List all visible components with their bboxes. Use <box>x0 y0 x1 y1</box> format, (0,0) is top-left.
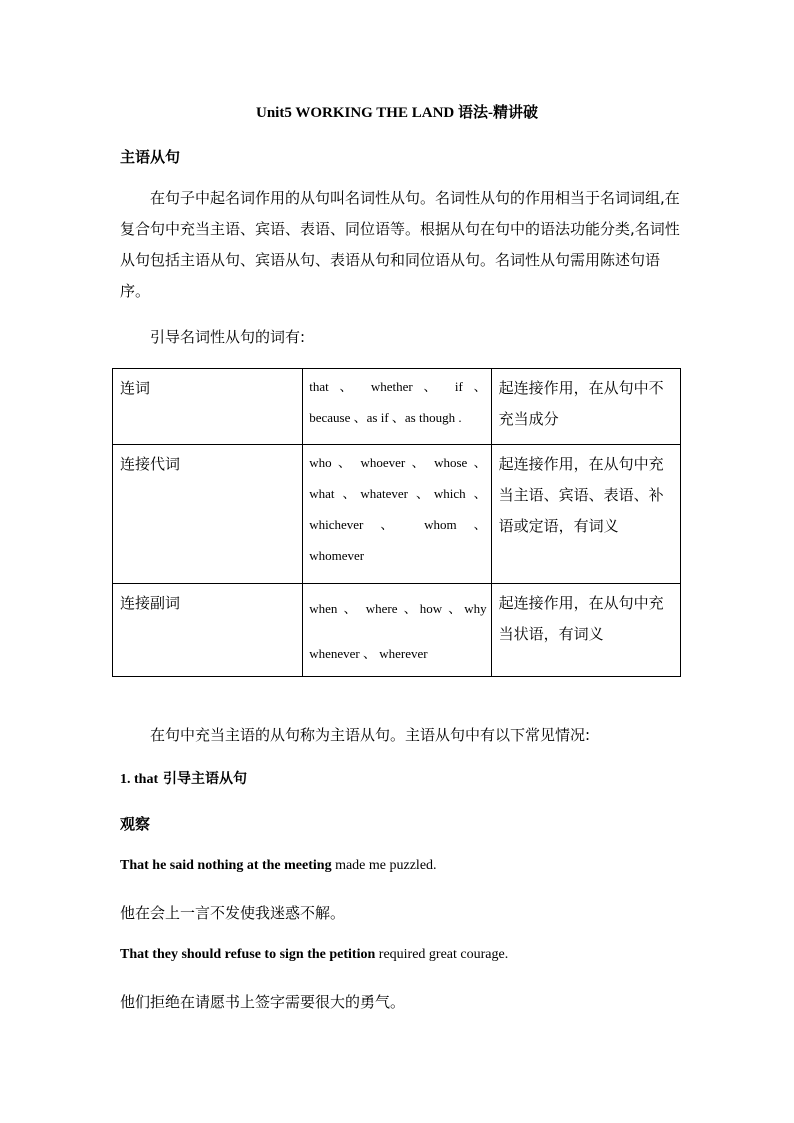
example-rest: required great courage. <box>375 947 509 962</box>
words-line: when 、 where 、how 、why <box>309 601 487 616</box>
words-line: who 、 whoever 、 whose 、 <box>309 455 487 470</box>
table-row <box>113 584 681 677</box>
row-function: 起连接作用，在从句中不充当成分 <box>498 379 664 428</box>
row-type: 连接副词 <box>120 594 181 612</box>
row-function: 起连接作用，在从句中充当状语，有词义 <box>498 594 664 643</box>
example-clause: That they should refuse to sign the petition <box>120 947 376 962</box>
connective-table <box>112 368 681 677</box>
words-line: whichever 、 whom 、 <box>309 517 487 532</box>
subheading-text: 引导主语从句 <box>158 771 247 787</box>
words-line: whomever <box>309 548 365 563</box>
subheading-that <box>120 768 247 788</box>
words-line: that 、 whether 、 if 、 <box>309 379 487 394</box>
example-translation: 他们拒绝在请愿书上签字需要很大的勇气。 <box>120 993 406 1011</box>
subject-clause-paragraph: 在句中充当主语的从句称为主语从句。主语从句中有以下常见情况: <box>150 726 591 744</box>
section-heading: 主语从句 <box>120 148 181 166</box>
table-intro: 引导名词性从句的词有: <box>150 328 306 346</box>
row-words <box>303 445 490 571</box>
page-title: Unit5 WORKING THE LAND 语法-精讲破 <box>256 105 538 121</box>
observe-heading: 观察 <box>120 815 151 833</box>
words-line: because 、as if 、as though . <box>309 410 462 425</box>
words-line: whenever 、 wherever <box>309 646 428 661</box>
example-sentence <box>120 947 508 963</box>
row-words <box>303 584 490 676</box>
example-clause: That he said nothing at the meeting <box>120 858 332 873</box>
example-translation: 他在会上一言不发使我迷惑不解。 <box>120 904 346 922</box>
row-words <box>303 369 490 433</box>
example-sentence <box>120 858 437 874</box>
table-row <box>113 369 681 445</box>
example-rest: made me puzzled. <box>331 858 437 873</box>
row-function: 起连接作用，在从句中充当主语、宾语、表语、补语或定语，有词义 <box>498 455 664 535</box>
words-line: what 、whatever 、which 、 <box>309 486 487 501</box>
subheading-number: 1. that <box>120 772 159 787</box>
table-row <box>113 445 681 584</box>
row-type: 连接代词 <box>120 455 181 473</box>
row-type: 连词 <box>120 379 151 397</box>
intro-paragraph: 在句子中起名词作用的从句叫名词性从句。名词性从句的作用相当于名词词组,在复合句中充当主语、宾语、表语、同位语等。根据从句在句中的语法功能分类,名词性从句包括主语从句、宾语从句、表语从句和同位语从句。名词性从句需用陈述句语序。 <box>120 189 680 300</box>
